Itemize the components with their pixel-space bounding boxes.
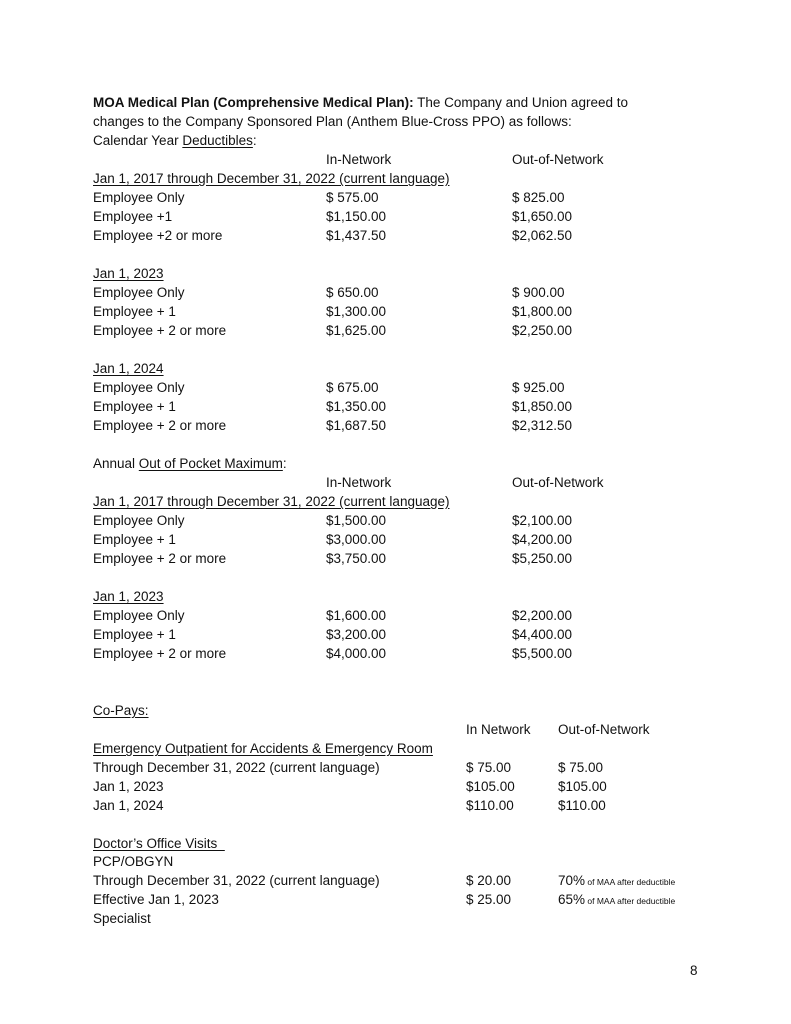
row-in-network: $3,000.00: [326, 532, 387, 547]
row-out-network: [558, 891, 675, 910]
row-label: Jan 1, 2023: [93, 779, 164, 794]
deductibles-group-title: Jan 1, 2017 through December 31, 2022 (current language): [93, 171, 450, 186]
row-label: Through December 31, 2022 (current language): [93, 873, 380, 888]
row-out-network: $5,250.00: [512, 551, 573, 566]
row-label: Employee +2 or more: [93, 228, 223, 243]
row-out-network: $ 925.00: [512, 380, 565, 395]
row-out-network: $1,850.00: [512, 399, 573, 414]
specialist-label: Specialist: [93, 911, 151, 926]
deductibles-group-title: Jan 1, 2023: [93, 266, 164, 281]
er-heading: Emergency Outpatient for Accidents & Emergency Room: [93, 741, 433, 756]
row-label: Employee + 1: [93, 399, 176, 414]
row-in-network: $1,150.00: [326, 209, 387, 224]
row-label: Employee +1: [93, 209, 173, 224]
row-label: Jan 1, 2024: [93, 798, 164, 813]
copays-col-in: In Network: [466, 722, 531, 737]
deductibles-suffix: :: [252, 133, 257, 148]
row-label: Employee Only: [93, 380, 185, 395]
row-in-network: $ 75.00: [466, 760, 512, 775]
deductibles-group-title: Jan 1, 2024: [93, 361, 164, 376]
row-in-network: $3,750.00: [326, 551, 387, 566]
row-in-network: $ 25.00: [466, 892, 512, 907]
row-in-network: $1,625.00: [326, 323, 387, 338]
row-out-network: $4,200.00: [512, 532, 573, 547]
row-out-network: $2,312.50: [512, 418, 573, 433]
row-in-network: $1,600.00: [326, 608, 387, 623]
row-label: Employee Only: [93, 190, 185, 205]
row-out-network: $1,650.00: [512, 209, 573, 224]
row-in-network: $4,000.00: [326, 646, 387, 661]
row-in-network: $ 675.00: [326, 380, 379, 395]
intro-line-1: [93, 94, 628, 112]
oop-col-in: In-Network: [326, 475, 392, 490]
copays-heading: Co-Pays:: [93, 703, 149, 718]
row-out-network: $ 900.00: [512, 285, 565, 300]
deductibles-col-in: In-Network: [326, 152, 392, 167]
row-out-network: $1,800.00: [512, 304, 573, 319]
copays-col-out: Out-of-Network: [558, 722, 650, 737]
pct-note: of MAA after deductible: [585, 877, 676, 887]
row-label: Through December 31, 2022 (current language): [93, 760, 380, 775]
row-in-network: $1,300.00: [326, 304, 387, 319]
intro-line-2: changes to the Company Sponsored Plan (Anthem Blue-Cross PPO) as follows:: [93, 114, 572, 129]
oop-group-title: Jan 1, 2023: [93, 589, 164, 604]
row-in-network: $1,500.00: [326, 513, 387, 528]
row-label: Employee + 1: [93, 532, 176, 547]
row-label: Employee + 1: [93, 304, 176, 319]
row-out-network: $110.00: [558, 798, 606, 813]
pcp-obgyn-label: PCP/OBGYN: [93, 854, 174, 869]
oop-prefix: Annual: [93, 456, 139, 471]
deductibles-prefix: Calendar Year: [93, 133, 183, 148]
row-label: Employee + 2 or more: [93, 551, 227, 566]
row-label: Employee + 2 or more: [93, 323, 227, 338]
intro-text-1: The Company and Union agreed to: [417, 95, 628, 110]
page-number: 8: [690, 963, 698, 978]
row-in-network: $3,200.00: [326, 627, 387, 642]
row-label: Employee + 1: [93, 627, 176, 642]
row-label: Employee + 2 or more: [93, 646, 227, 661]
row-out-network: $4,400.00: [512, 627, 573, 642]
row-label: Employee Only: [93, 513, 185, 528]
deductibles-heading: Deductibles: [182, 133, 253, 148]
doctor-visits-heading: Doctor’s Office Visits: [93, 836, 225, 851]
row-label: Employee Only: [93, 608, 185, 623]
row-in-network: $110.00: [466, 798, 514, 813]
row-out-network: $2,100.00: [512, 513, 573, 528]
pct-value: 65%: [558, 892, 586, 907]
oop-col-out: Out-of-Network: [512, 475, 604, 490]
row-label: Effective Jan 1, 2023: [93, 892, 219, 907]
row-out-network: $5,500.00: [512, 646, 573, 661]
pct-note: of MAA after deductible: [585, 896, 676, 906]
row-label: Employee + 2 or more: [93, 418, 227, 433]
row-in-network: $1,437.50: [326, 228, 387, 243]
row-in-network: $ 20.00: [466, 873, 512, 888]
row-in-network: $ 650.00: [326, 285, 379, 300]
row-label: Employee Only: [93, 285, 185, 300]
row-out-network: [558, 872, 675, 891]
row-in-network: $1,687.50: [326, 418, 387, 433]
row-out-network: $105.00: [558, 779, 607, 794]
deductibles-col-out: Out-of-Network: [512, 152, 604, 167]
row-out-network: $ 825.00: [512, 190, 565, 205]
oop-heading: Out of Pocket Maximum: [138, 456, 283, 471]
plan-heading: MOA Medical Plan (Comprehensive Medical Plan):: [93, 95, 414, 110]
pct-value: 70%: [558, 873, 586, 888]
row-in-network: $105.00: [466, 779, 515, 794]
row-out-network: $2,250.00: [512, 323, 573, 338]
oop-suffix: :: [282, 456, 287, 471]
row-out-network: $2,062.50: [512, 228, 573, 243]
row-out-network: $ 75.00: [558, 760, 604, 775]
row-in-network: $1,350.00: [326, 399, 387, 414]
row-in-network: $ 575.00: [326, 190, 379, 205]
oop-heading-line: [93, 455, 287, 473]
row-out-network: $2,200.00: [512, 608, 573, 623]
intro-line-3: [93, 132, 257, 150]
oop-group-title: Jan 1, 2017 through December 31, 2022 (current language): [93, 494, 450, 509]
